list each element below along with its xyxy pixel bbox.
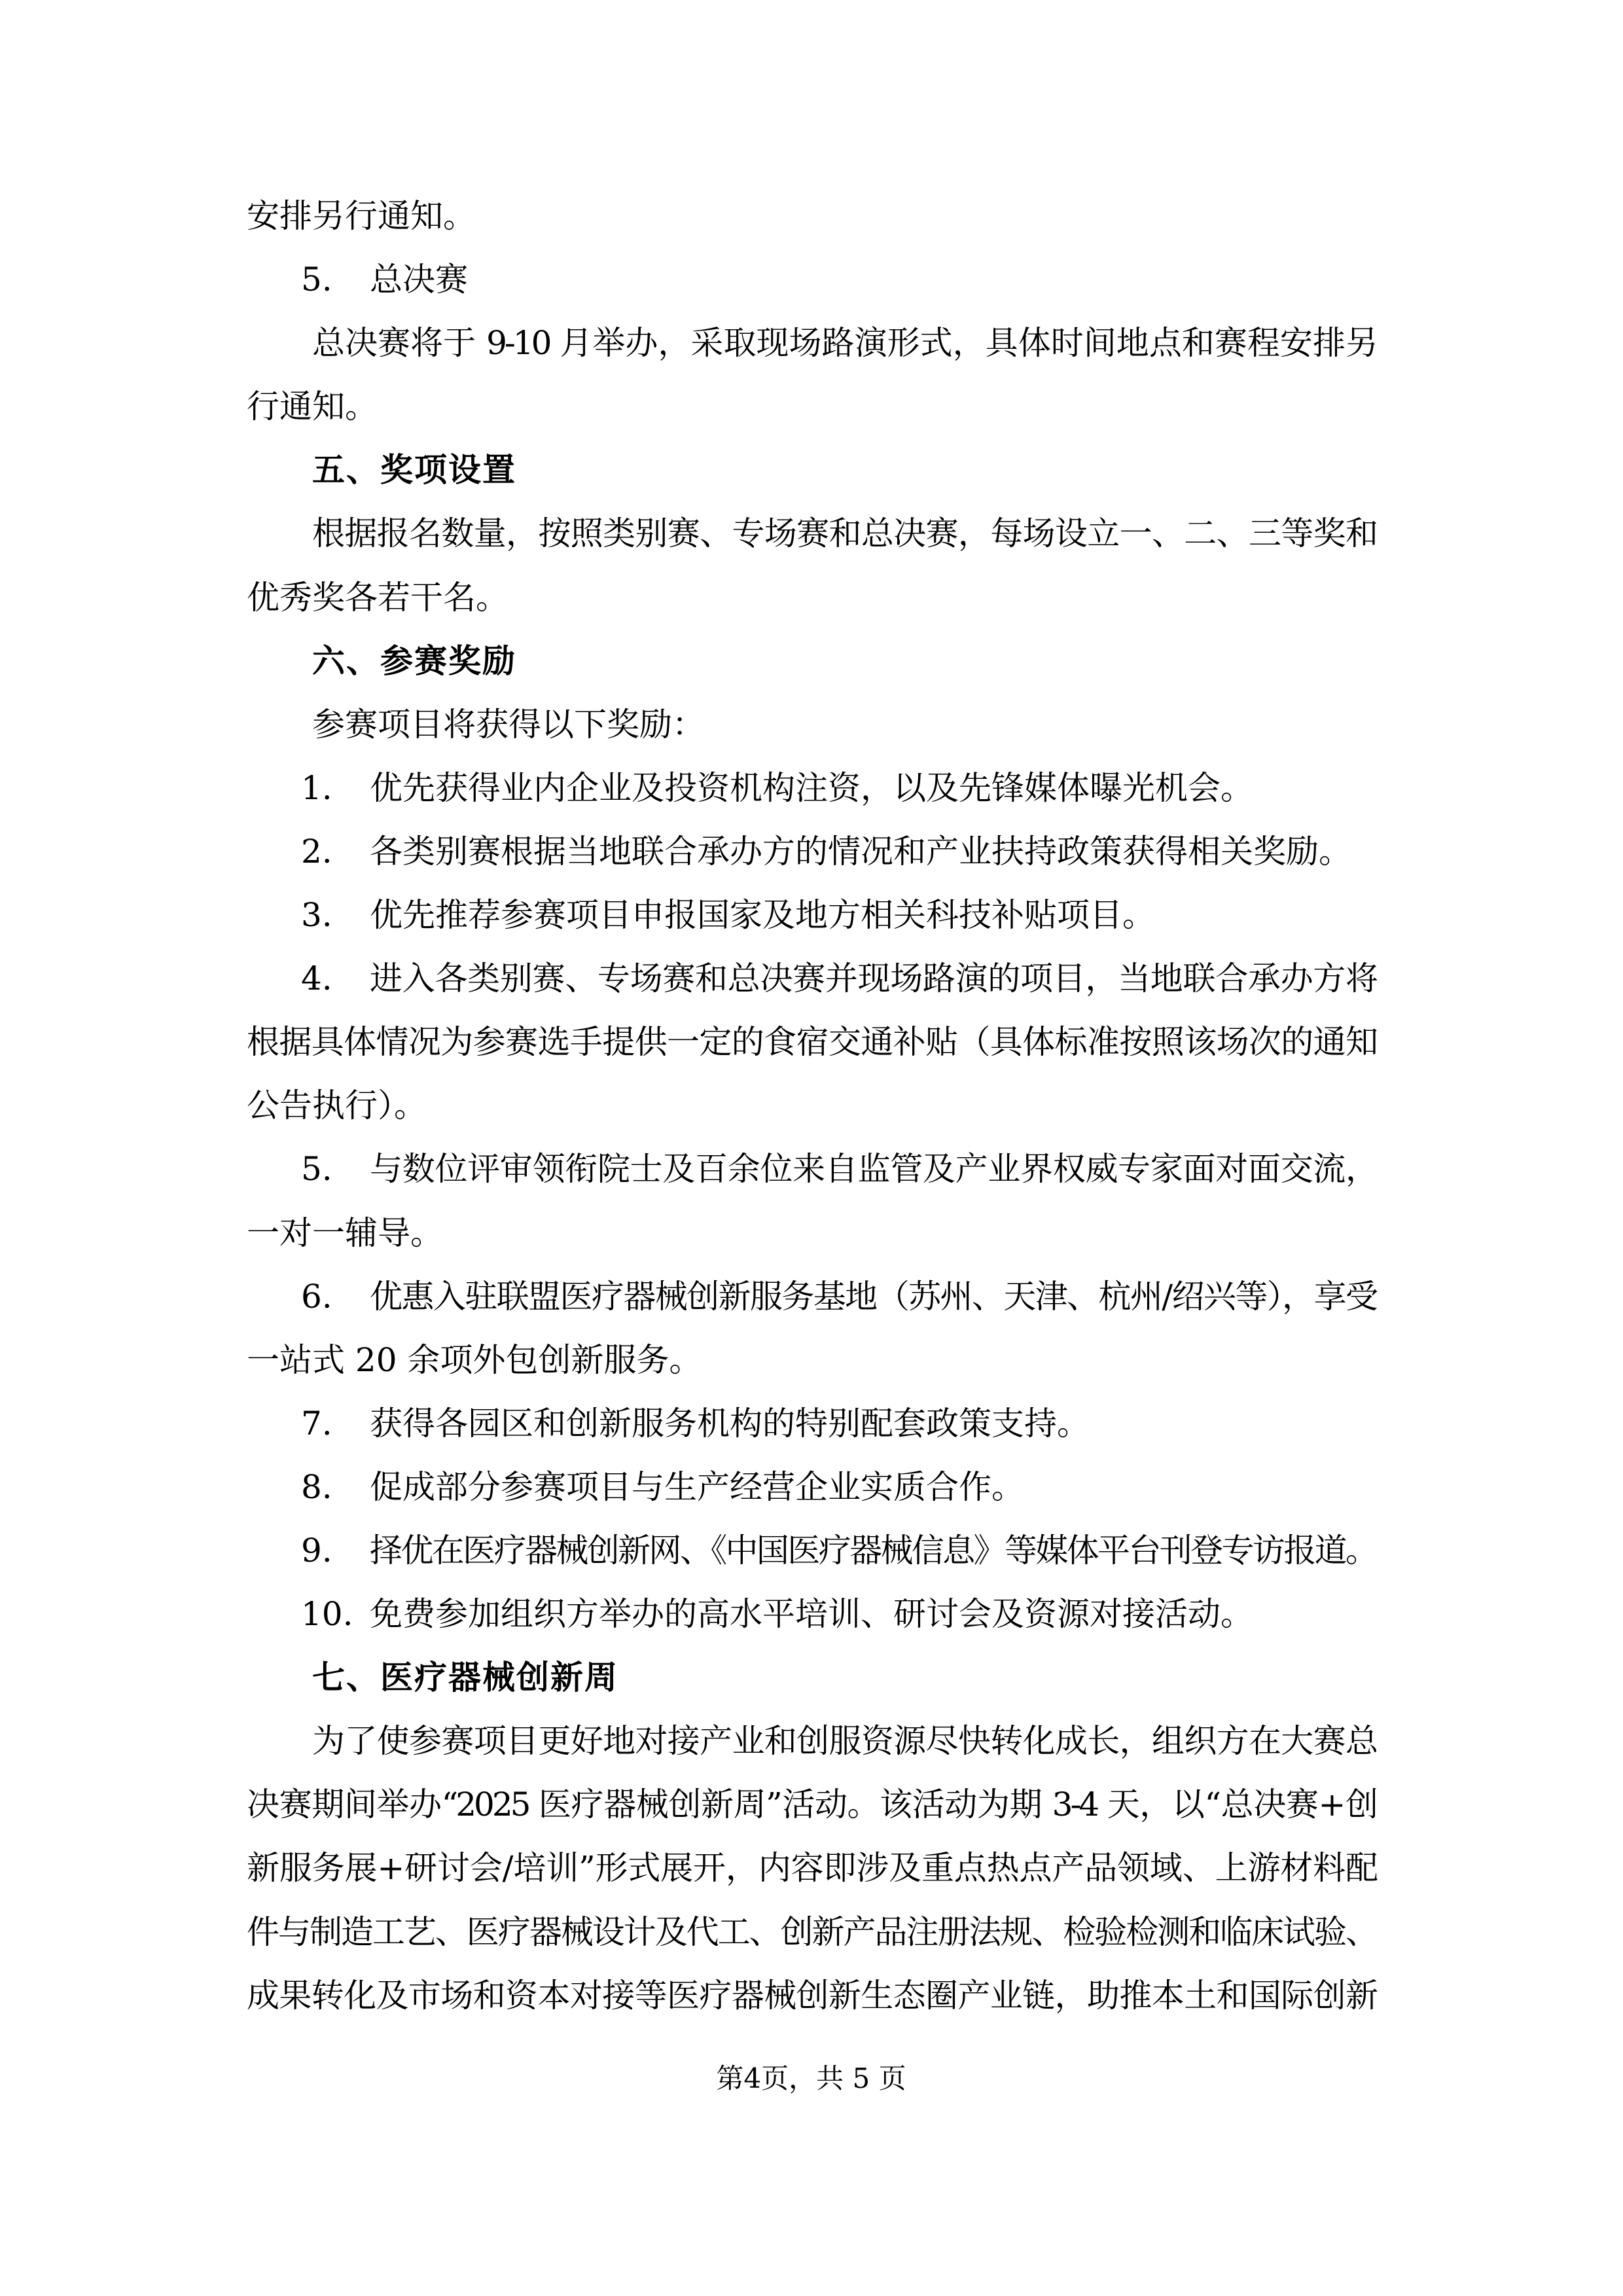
paragraph-line: 决赛期间举办“2025 医疗器械创新周”活动。该活动为期 3-4 天，以“总决赛+创 [247, 1785, 1376, 1824]
paragraph-line: 成果转化及市场和资本对接等医疗器械创新生态圈产业链，助推本土和国际创新 [247, 1976, 1376, 2015]
list-item-number: 1. [301, 768, 332, 807]
list-item-text: 促成部分参赛项目与生产经营企业实质合作。 [370, 1467, 1024, 1506]
list-item-text: 择优在医疗器械创新网、《中国医疗器械信息》等媒体平台刊登专访报道。 [370, 1531, 1376, 1570]
list-item [247, 248, 1376, 312]
list-item-number: 10. [301, 1595, 353, 1634]
paragraph-line: 一站式 20 余项外包创新服务。 [247, 1340, 702, 1379]
paragraph-line: 参赛项目将获得以下奖励： [312, 705, 705, 744]
list-item-number: 8. [301, 1467, 332, 1506]
list-item-number: 5. [301, 260, 332, 299]
paragraph-line: 件与制造工艺、医疗器械设计及代工、创新产品注册法规、检验检测和临床试验、 [247, 1912, 1376, 1951]
list-item-text: 各类别赛根据当地联合承办方的情况和产业扶持政策获得相关奖励。 [370, 832, 1351, 870]
paragraph-line: 公告执行）。 [247, 1086, 427, 1125]
paragraph-line: 优秀奖各若干名。 [247, 578, 508, 617]
paragraph-line: 安排另行通知。 [247, 197, 476, 235]
list-item [247, 1519, 1376, 1583]
paragraph-line: 行通知。 [247, 387, 378, 426]
list-item-text: 优先推荐参赛项目申报国家及地方相关科技补贴项目。 [370, 896, 1155, 935]
list-item-text: 免费参加组织方举办的高水平培训、研讨会及资源对接活动。 [370, 1595, 1253, 1634]
list-item [247, 1456, 1376, 1519]
document-body [247, 185, 1376, 2028]
list-item-text: 与数位评审领衔院士及百余位来自监管及产业界权威专家面对面交流， [370, 1150, 1376, 1189]
paragraph-line: 总决赛将于 9-10 月举办，采取现场路演形式，具体时间地点和赛程安排另 [312, 324, 1376, 363]
list-item-number: 3. [301, 896, 332, 935]
list-item-number: 2. [301, 832, 332, 870]
list-item-text: 总决赛 [370, 260, 468, 299]
list-item [247, 757, 1376, 820]
paragraph-line: 根据具体情况为参赛选手提供一定的食宿交通补贴（具体标准按照该场次的通知 [247, 1023, 1376, 1062]
list-item-text: 进入各类别赛、专场赛和总决赛并现场路演的项目，当地联合承办方将 [370, 960, 1376, 998]
section-heading: 七、医疗器械创新周 [312, 1659, 618, 1697]
list-item-number: 6. [301, 1277, 332, 1316]
list-item-number: 7. [301, 1404, 332, 1443]
list-item [247, 1583, 1376, 1646]
paragraph-line: 新服务展+研讨会/培训”形式展开，内容即涉及重点热点产品领域、上游材料配 [247, 1849, 1376, 1888]
list-item-text: 优惠入驻联盟医疗器械创新服务基地（苏州、天津、杭州/绍兴等），享受 [370, 1277, 1376, 1316]
page-footer: 第4页，共 5 页 [716, 2062, 906, 2094]
section-heading: 六、参赛奖励 [312, 641, 516, 680]
list-item [247, 1265, 1376, 1329]
list-item [247, 884, 1376, 947]
list-item-text: 获得各园区和创新服务机构的特别配套政策支持。 [370, 1404, 1090, 1443]
list-item [247, 947, 1376, 1011]
list-item-number: 9. [301, 1531, 332, 1570]
list-item-number: 5. [301, 1150, 332, 1189]
list-item [247, 1392, 1376, 1456]
paragraph-line: 一对一辅导。 [247, 1213, 443, 1252]
paragraph-line: 为了使参赛项目更好地对接产业和创服资源尽快转化成长，组织方在大赛总 [312, 1722, 1376, 1761]
list-item [247, 820, 1376, 884]
list-item [247, 1138, 1376, 1201]
section-heading: 五、奖项设置 [312, 451, 516, 490]
list-item-number: 4. [301, 960, 332, 998]
paragraph-line: 根据报名数量，按照类别赛、专场赛和总决赛，每场设立一、二、三等奖和 [312, 514, 1376, 553]
list-item-text: 优先获得业内企业及投资机构注资，以及先锋媒体曝光机会。 [370, 768, 1253, 807]
